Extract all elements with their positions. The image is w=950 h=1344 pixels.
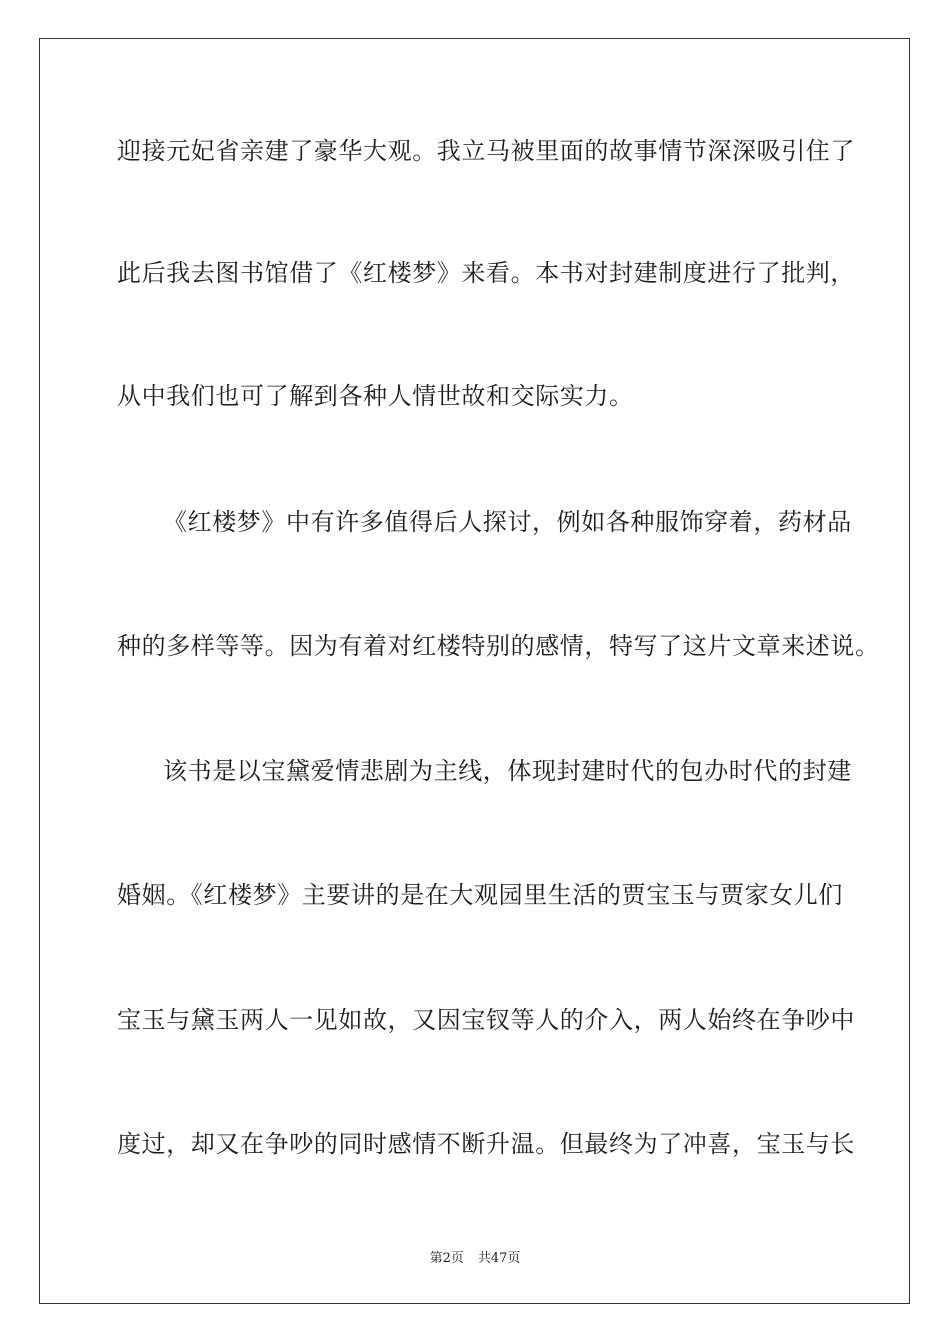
page-footer	[0, 1247, 950, 1266]
page-number: 第2页	[429, 1251, 464, 1266]
page-border	[39, 38, 910, 1304]
text-line: 迎接元妃省亲建了豪华大观。我立马被里面的故事情节深深吸引住了	[117, 137, 855, 165]
text-line: 从中我们也可了解到各种人情世故和交际实力。	[117, 382, 634, 410]
text-line: 宝玉与黛玉两人一见如故，又因宝钗等人的介入，两人始终在争吵中	[117, 1006, 855, 1034]
text-line: 此后我去图书馆借了《红楼梦》来看。本书对封建制度进行了批判，	[117, 259, 855, 287]
page-total: 共47页	[477, 1251, 521, 1266]
text-line-paragraph-start: 《红楼梦》中有许多值得后人探讨，例如各种服饰穿着，药材品	[163, 508, 852, 536]
text-line: 种的多样等等。因为有着对红楼特别的感情，特写了这片文章来述说。	[117, 632, 880, 660]
text-line-paragraph-start: 该书是以宝黛爱情悲剧为主线，体现封建时代的包办时代的封建	[163, 757, 852, 785]
text-line: 度过，却又在争吵的同时感情不断升温。但最终为了冲喜，宝玉与长	[117, 1130, 855, 1158]
text-line: 婚姻。《红楼梦》主要讲的是在大观园里生活的贾宝玉与贾家女儿们	[117, 881, 843, 909]
